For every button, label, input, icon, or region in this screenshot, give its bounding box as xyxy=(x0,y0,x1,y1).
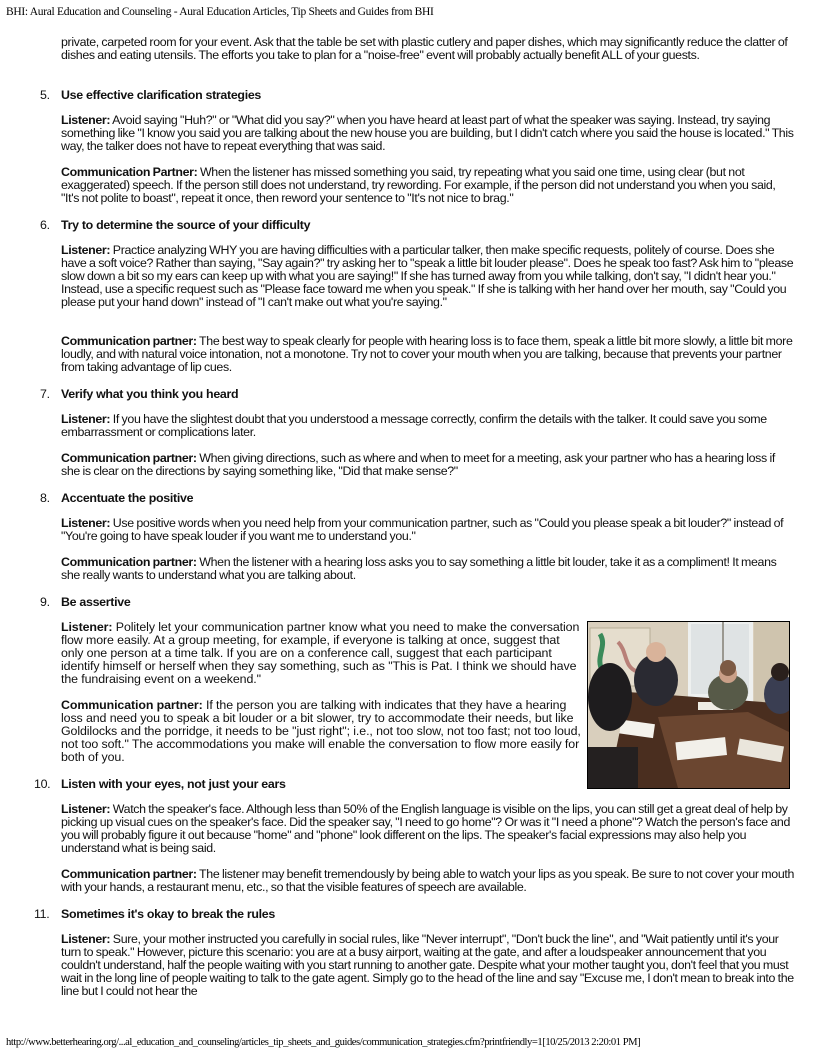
paragraph-label: Communication partner: xyxy=(61,334,197,348)
item-title: Sometimes it's okay to break the rules xyxy=(61,907,275,921)
item-6-listener xyxy=(61,244,796,309)
print-footer-url: http://www.betterhearing.org/...al_education_and_counseling/articles_tip_sheets_and_guides/communication_strategies.cfm?printfriendly=1[10/25/2013 2:20:01 PM] xyxy=(6,1037,641,1048)
item-8-partner xyxy=(61,556,796,582)
paragraph-label: Communication partner: xyxy=(61,698,203,712)
paragraph-text: If you have the slightest doubt that you understood a message correctly, confirm the details with the talker. It could save you some embarrassment or complications later. xyxy=(61,412,767,439)
paragraph-label: Listener: xyxy=(61,932,111,946)
paragraph-text: Sure, your mother instructed you carefully in social rules, like "Never interrupt", "Don't buck the line", and "Wait patiently until it's your turn to speak." However, picture this scenario: you are at a busy airport, waiting at the gate, and after a loudspeaker announcement that you couldn't understand, half the people waiting with you start running to another gate. Despite what your mother taught you, don't feel that you must wait in the long line of people waiting to talk to the gate agent. Simply go to the head of the line and say "Excuse me, I don't mean to break into the line but I could not hear the xyxy=(61,932,794,998)
item-number: 7. xyxy=(40,387,50,401)
intro-paragraph: private, carpeted room for your event. Ask that the table be set with plastic cutlery and paper dishes, which may significantly reduce the clatter of dishes and eating utensils. The efforts you take to plan for a "noise-free" event will probably actually benefit ALL of your guests. xyxy=(61,35,788,62)
item-6-partner xyxy=(61,335,796,374)
item-number: 6. xyxy=(40,218,50,232)
paragraph-text: Use positive words when you need help from your communication partner, such as "Could you please speak a bit louder?" instead of "You're going to have speak louder if you want me to understand you." xyxy=(61,516,784,543)
item-7-listener xyxy=(61,413,796,439)
item-number: 8. xyxy=(40,491,50,505)
item-10-listener xyxy=(61,803,796,855)
paragraph-text: When giving directions, such as where and when to meet for a meeting, ask your partner who has a hearing loss if she is clear on the directions by saying something like, "Did that make sense?" xyxy=(61,451,775,478)
item-7-partner xyxy=(61,452,796,478)
item-number: 5. xyxy=(40,88,50,102)
meeting-photo-image xyxy=(588,622,789,788)
item-title: Use effective clarification strategies xyxy=(61,88,262,102)
item-title: Try to determine the source of your difficulty xyxy=(61,218,311,232)
paragraph-label: Communication Partner: xyxy=(61,165,198,179)
item-title: Verify what you think you heard xyxy=(61,387,239,401)
paragraph-text: Avoid saying "Huh?" or "What did you say?" when you have heard at least part of what the speaker was saying. Instead, try saying something like "I know you said you are talking about the new house you are building, but I didn't catch where you said the house is located." This way, the talker does not have to repeat everything that was said. xyxy=(61,113,794,153)
paragraph-text: Politely let your communication partner know what you need to make the conversation flow more easily. At a group meeting, for example, if everyone is talking at once, suggest that only one person at a time talk. If you are on a conference call, suggest that each participant identify himself or herself when they say something, such as "This is Pat. I think we should have the fundraising event on a weekend." xyxy=(61,620,580,686)
item-9-listener xyxy=(61,621,583,686)
paragraph-label: Listener: xyxy=(61,802,111,816)
paragraph-text: Practice analyzing WHY you are having difficulties with a particular talker, then make specific requests, politely of course. Does she have a soft voice? Rather than saying, "Say again?" try asking her to "speak a little bit louder please". Does he speak too fast? Ask him to "please slow down a bit so my ears can keep up with what you are saying!" If she has turned away from you while talking, don't say, "I didn't hear you." Instead, use a specific request such as "Please face toward me when you speak." If she is talking with her hand over her mouth, say "Could you please put your hand down" instead of "I can't make out what you're saying." xyxy=(61,243,794,309)
item-7-heading xyxy=(40,387,780,401)
item-title: Be assertive xyxy=(61,595,131,609)
item-title: Listen with your eyes, not just your ears xyxy=(61,777,286,791)
item-number: 11. xyxy=(34,907,50,921)
item-6-heading xyxy=(40,218,780,232)
paragraph-label: Listener: xyxy=(61,516,111,530)
paragraph-text: The best way to speak clearly for people with hearing loss is to face them, speak a little bit more slowly, a little bit more loudly, and with natural voice intonation, not a monotone. Try not to cover your mouth when you are talking, because that prevents your partner from taking advantage of lip cues. xyxy=(61,334,793,374)
item-11-heading xyxy=(34,907,780,921)
item-title: Accentuate the positive xyxy=(61,491,194,505)
item-8-heading xyxy=(40,491,780,505)
paragraph-label: Communication partner: xyxy=(61,451,197,465)
item-11-listener xyxy=(61,933,796,998)
item-8-listener xyxy=(61,517,796,543)
item-10-partner xyxy=(61,868,796,894)
item-10-heading xyxy=(34,777,780,791)
paragraph-label: Communication partner: xyxy=(61,555,197,569)
paragraph-label: Listener: xyxy=(61,412,111,426)
paragraph-label: Communication partner: xyxy=(61,867,197,881)
paragraph-label: Listener: xyxy=(61,620,113,634)
item-9-partner xyxy=(61,699,583,764)
paragraph-text: Watch the speaker's face. Although less than 50% of the English language is visible on the lips, you can still get a great deal of help by picking up visual cues on the speaker's face. Did the speaker say, "I need to go home"? Or was it "I need a phone"? Watch the person's face and you will probably figure it out because "home" and "phone" look different on the lips. The speaker's facial expressions may also help you understand what is being said. xyxy=(61,802,791,855)
item-5-listener xyxy=(61,114,796,153)
paragraph-label: Listener: xyxy=(61,243,111,257)
print-header-title: BHI: Aural Education and Counseling - Aural Education Articles, Tip Sheets and Guides from BHI xyxy=(6,6,434,18)
paragraph-label: Listener: xyxy=(61,113,111,127)
paragraph-text: The listener may benefit tremendously by being able to watch your lips as you speak. Be sure to not cover your mouth with your hands, a restaurant menu, etc., so that the visible features of speech are available. xyxy=(61,867,794,894)
meeting-photo xyxy=(587,621,790,789)
paragraph-text: If the person you are talking with indicates that they have a hearing loss and need you to speak a bit louder or a bit slower, try to accommodate their needs, but like Goldilocks and the porridge, it needs to be "just right"; i.e., not too slow, not too fast; not too loud, not too soft." The accommodations you make will enable the conversation to flow more easily for both of you. xyxy=(61,698,581,764)
paragraph-text: When the listener with a hearing loss asks you to say something a little bit louder, take it as a compliment! It means she really wants to understand what you are talking about. xyxy=(61,555,777,582)
item-9-heading xyxy=(40,595,780,609)
paragraph-text: When the listener has missed something you said, try repeating what you said one time, using clear (but not exaggerated) speech. If the person still does not understand, try rewording. For example, if the person did not understand you when you said, "It's not polite to boast", repeat it once, then reword your sentence to "It's not nice to brag." xyxy=(61,165,776,205)
item-5-heading xyxy=(40,88,780,102)
item-5-partner xyxy=(61,166,796,205)
item-number: 10. xyxy=(34,777,51,791)
item-number: 9. xyxy=(40,595,50,609)
